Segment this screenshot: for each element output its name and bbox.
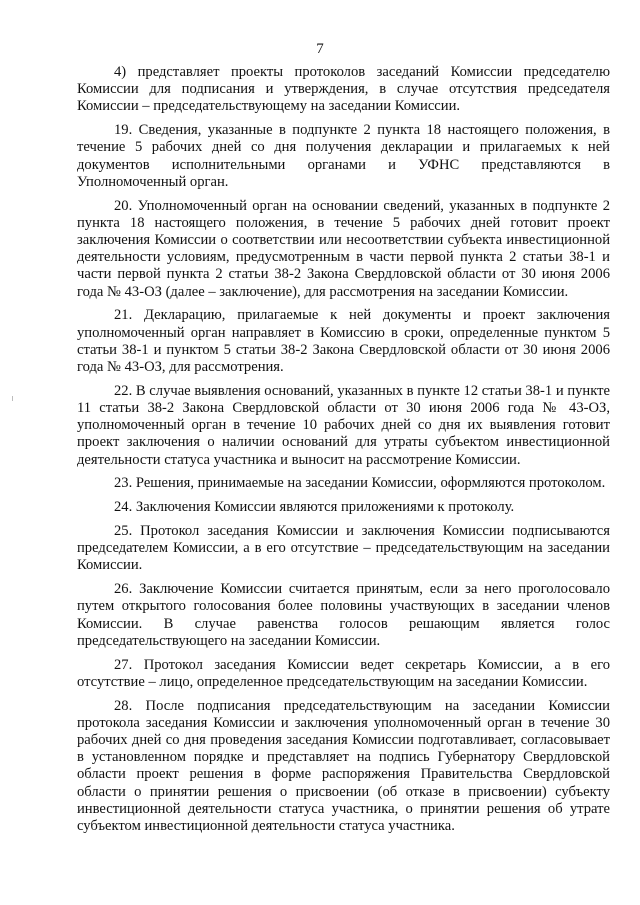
paragraph-item-4: 4) представляет проекты протоколов заседаний Комиссии председателю Комиссии для подписания и утверждения, в случае отсутствия председателя Комиссии – председательствующему на заседании Комиссии. xyxy=(77,64,610,115)
paragraph-20: 20. Уполномоченный орган на основании сведений, указанных в подпункте 2 пункта 18 настоящего положения, в течение 5 рабочих дней готовит проект заключения Комиссии о соответствии или несоответствии субъекта инвестиционной деятельности условиям, предусмотренным в части первой пункта 2 статьи 38-1 и части первой пункта 2 статьи 38-2 Закона Свердловской области от 30 июня 2006 года № 43-ОЗ (далее – заключение), для рассмотрения на заседании Комиссии. xyxy=(77,197,610,300)
paragraph-27: 27. Протокол заседания Комиссии ведет секретарь Комиссии, а в его отсутствие – лицо, определенное председательствующим на заседании Комиссии. xyxy=(77,656,610,690)
paragraph-25: 25. Протокол заседания Комиссии и заключения Комиссии подписываются председателем Комиссии, а в его отсутствие – председательствующим на заседании Комиссии. xyxy=(77,523,610,574)
paragraph-23: 23. Решения, принимаемые на заседании Комиссии, оформляются протоколом. xyxy=(114,475,606,492)
page-number: 7 xyxy=(316,41,324,57)
paragraph-19: 19. Сведения, указанные в подпункте 2 пункта 18 настоящего положения, в течение 5 рабочих дней со дня получения декларации и прилагаемых к ней документов исполнительными органами и УФНС представляются в Уполномоченный орган. xyxy=(77,122,610,190)
paragraph-22: 22. В случае выявления оснований, указанных в пункте 12 статьи 38-1 и пункте 11 статьи 38-2 Закона Свердловской области от 30 июня 2006 года № 43-ОЗ, уполномоченный орган в течение 10 рабочих дней со дня их выявления готовит проект заключения о наличии оснований для утраты субъектом инвестиционной деятельности статуса участника и выносит на рассмотрение Комиссии. xyxy=(77,382,610,468)
paragraph-26: 26. Заключение Комиссии считается принятым, если за него проголосовало путем открытого голосования более половины участвующих в заседании членов Комиссии. В случае равенства голосов решающим является голос председательствующего на заседании Комиссии. xyxy=(77,581,610,649)
paragraph-21: 21. Декларацию, прилагаемые к ней документы и проект заключения уполномоченный орган направляет в Комиссию в сроки, определенные пунктом 5 статьи 38-1 и пунктом 5 статьи 38-2 Закона Свердловской области от 30 июня 2006 года № 43-ОЗ, для рассмотрения. xyxy=(77,307,610,376)
paragraph-28: 28. После подписания председательствующим на заседании Комиссии протокола заседания Комиссии и заключения уполномоченный орган в течение 30 рабочих дней со дня проведения заседания Комиссии подготавливает, согласовывает в установленном порядке и представляет на подпись Губернатору Свердловской области проект решения в форме распоряжения Правительства Свердловской области о принятии решения о присвоении (об отказе в присвоении) субъекту инвестиционной деятельности статуса участника, о принятии решения об утрате субъектом инвестиционной деятельности статуса участника. xyxy=(77,697,610,835)
document-body xyxy=(77,64,610,842)
paragraph-24: 24. Заключения Комиссии являются приложениями к протоколу. xyxy=(114,499,515,516)
scan-speck xyxy=(12,396,13,401)
